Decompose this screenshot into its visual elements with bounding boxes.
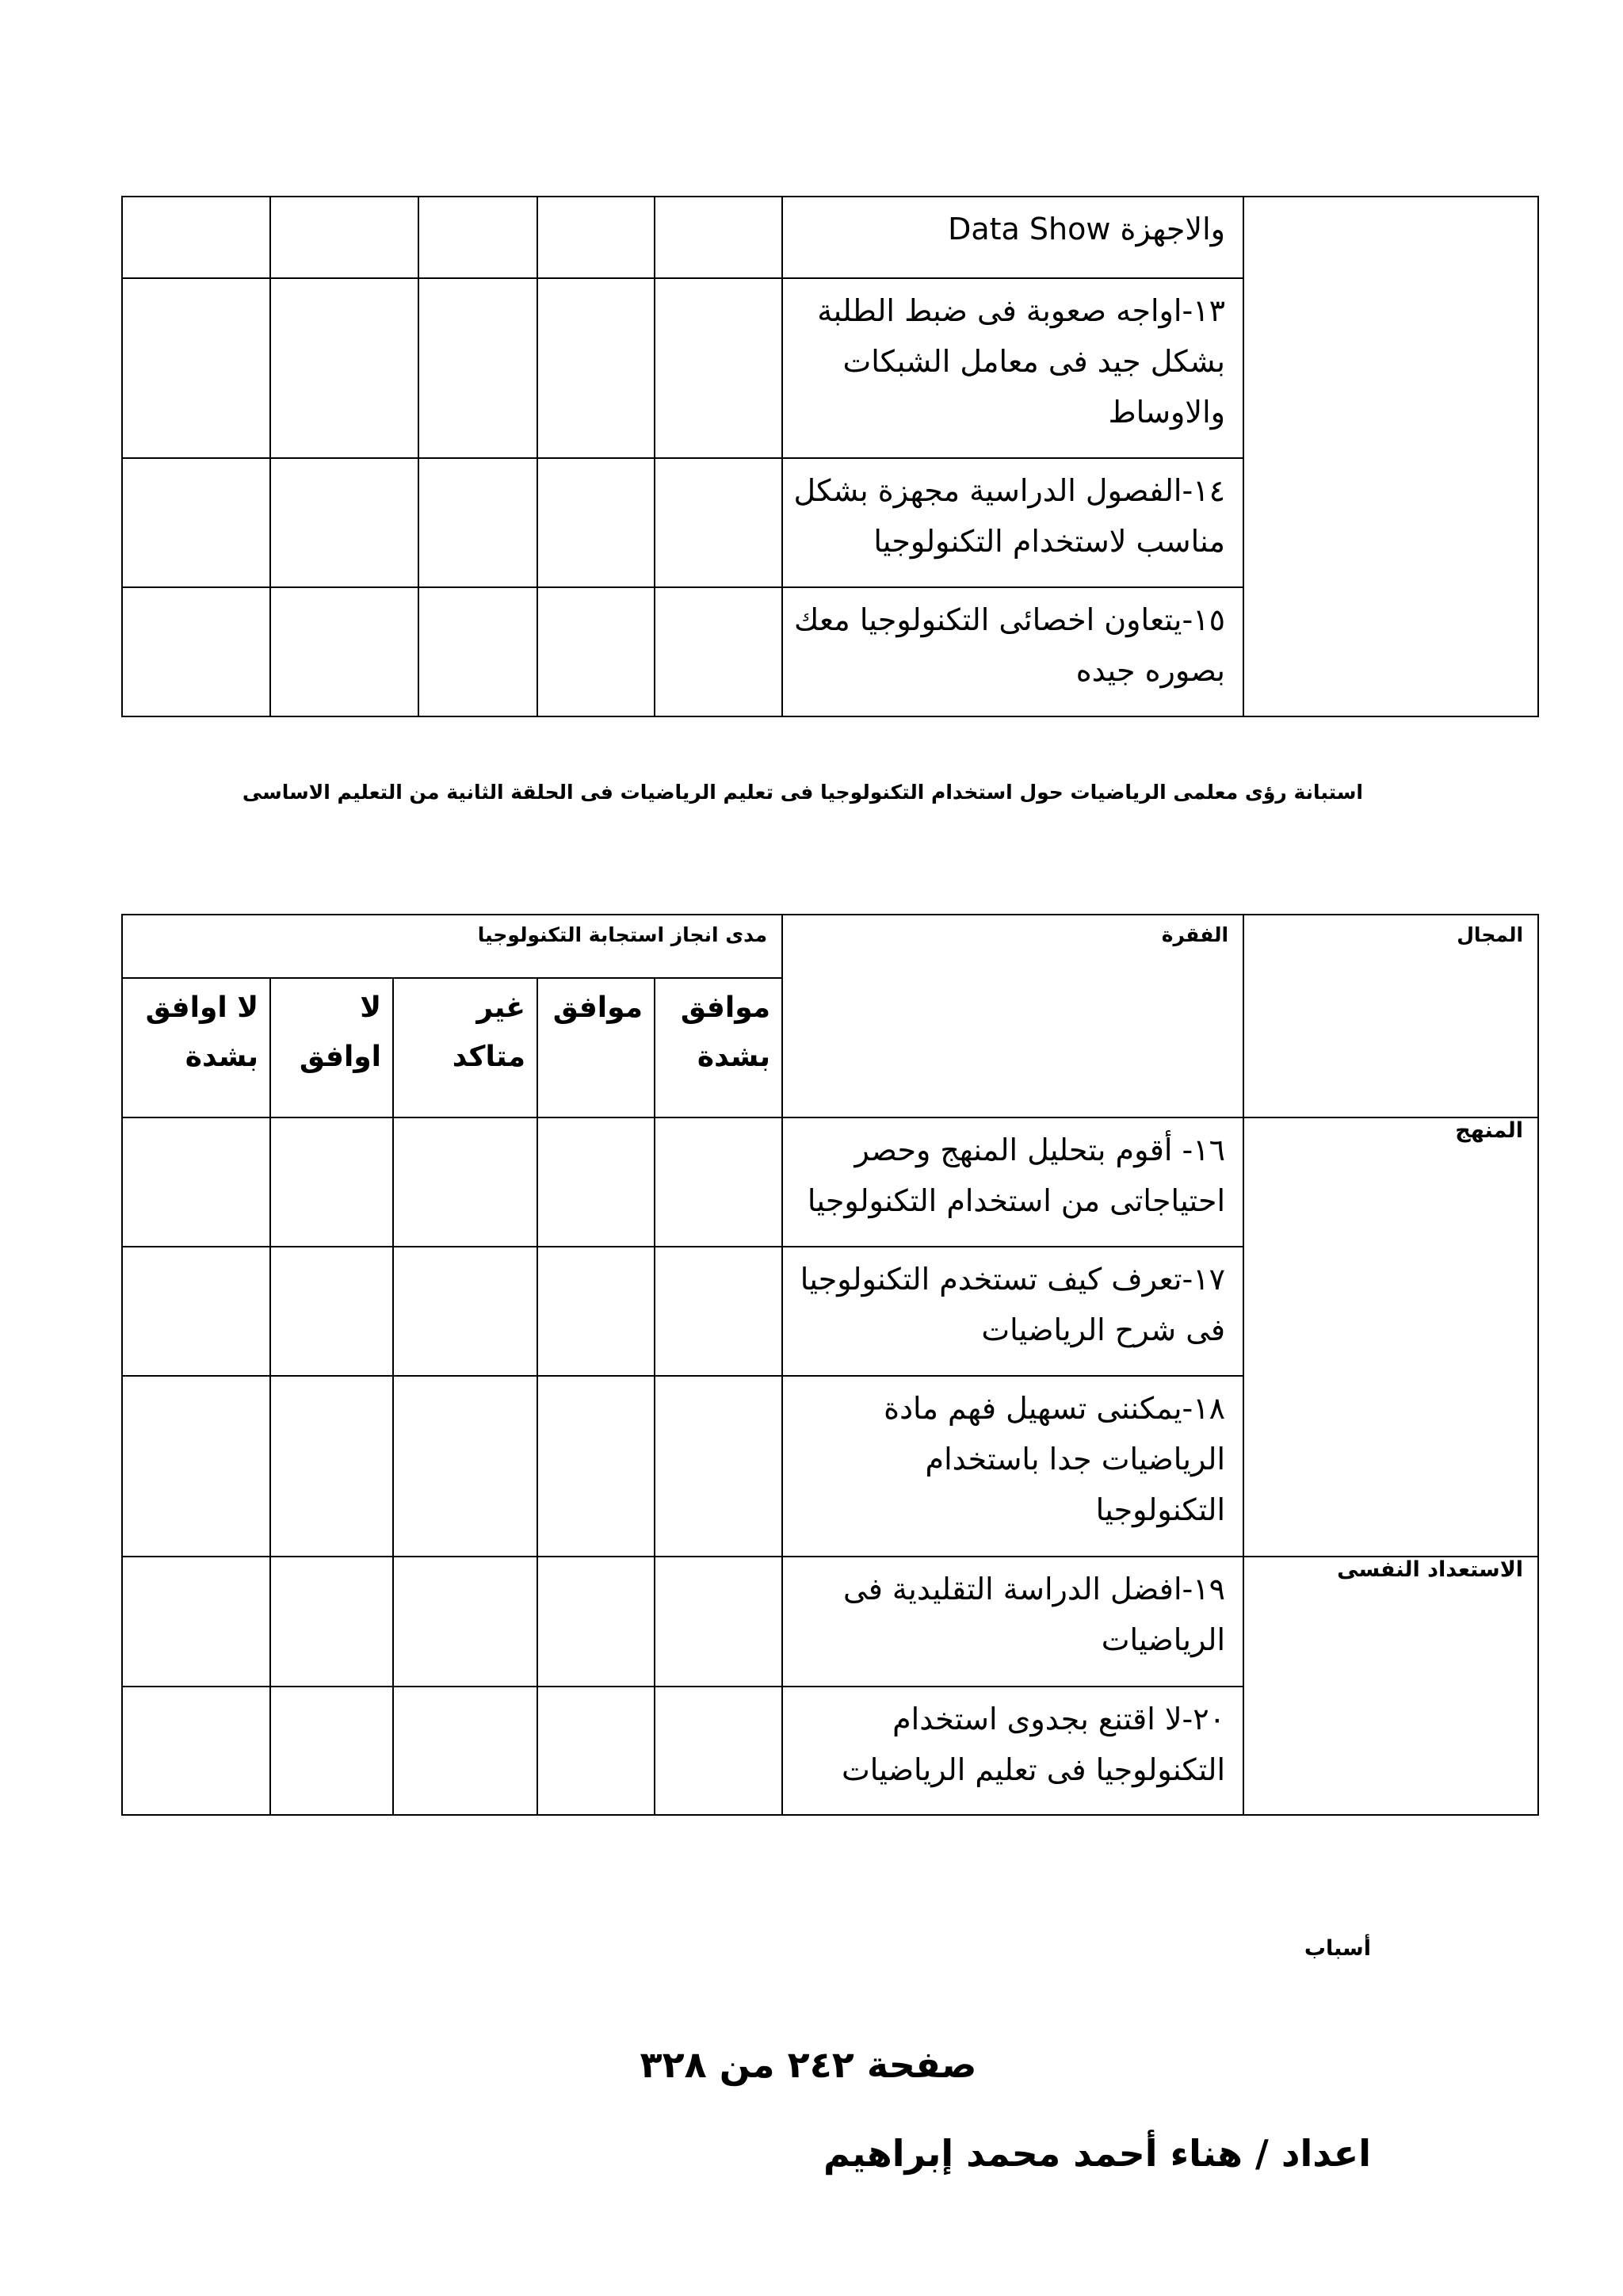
option-strongly-disagree: لا اوافق بشدة: [145, 991, 258, 1073]
table-row: [122, 1557, 1538, 1687]
response-cell[interactable]: [418, 458, 537, 587]
domain-cell: [1243, 1117, 1538, 1557]
response-cell[interactable]: [122, 1687, 270, 1815]
response-cell[interactable]: [655, 278, 782, 458]
item-text: ١٧-تعرف كيف تستخدم التكنولوجيا فى شرح الرياضيات: [800, 1262, 1226, 1347]
response-cell[interactable]: [122, 197, 270, 278]
item-text: ١٤-الفصول الدراسية مجهزة بشكل مناسب لاستخدام التكنولوجيا: [793, 473, 1225, 559]
item-cell: [782, 1247, 1243, 1376]
option-header: [122, 978, 270, 1117]
response-cell[interactable]: [537, 458, 655, 587]
response-cell[interactable]: [655, 1376, 782, 1557]
response-cell[interactable]: [122, 1247, 270, 1376]
domain-cell: [1243, 197, 1538, 716]
response-cell[interactable]: [537, 1117, 655, 1247]
option-strongly-agree: موافق بشدة: [680, 991, 771, 1073]
option-header: [393, 978, 537, 1117]
option-header: [537, 978, 655, 1117]
response-cell[interactable]: [393, 1687, 537, 1815]
option-header: [270, 978, 393, 1117]
domain-header-label: المجال: [1457, 923, 1524, 946]
response-cell[interactable]: [393, 1247, 537, 1376]
response-cell[interactable]: [393, 1557, 537, 1687]
response-cell[interactable]: [122, 587, 270, 716]
response-cell[interactable]: [418, 587, 537, 716]
item-text: ٢٠-لا اقتنع بجدوى استخدام التكنولوجيا فى تعليم الرياضيات: [841, 1702, 1226, 1787]
response-cell[interactable]: [537, 587, 655, 716]
response-cell[interactable]: [270, 1687, 393, 1815]
response-cell[interactable]: [270, 458, 418, 587]
response-cell[interactable]: [537, 278, 655, 458]
item-cell: [782, 1687, 1243, 1815]
page-number: صفحة ٢٤٢ من ٣٢٨: [640, 2043, 977, 2086]
response-cell[interactable]: [537, 1247, 655, 1376]
item-cell: [782, 1376, 1243, 1557]
item-text: ١٥-يتعاون اخصائى التكنولوجيا معك بصوره جيده: [794, 602, 1225, 688]
survey-table-continued: [121, 196, 1539, 717]
table-row: [122, 197, 1538, 278]
item-cell: [782, 1117, 1243, 1247]
response-cell[interactable]: [270, 1376, 393, 1557]
header-row: [122, 915, 1538, 978]
response-cell[interactable]: [270, 278, 418, 458]
author-line: اعداد / هناء أحمد محمد إبراهيم: [823, 2132, 1371, 2175]
response-cell[interactable]: [418, 197, 537, 278]
response-cell[interactable]: [270, 197, 418, 278]
response-cell[interactable]: [270, 1557, 393, 1687]
domain-header: [1243, 915, 1538, 1117]
response-cell[interactable]: [655, 1687, 782, 1815]
option-header: [655, 978, 782, 1117]
item-text: ١٨-يمكننى تسهيل فهم مادة الرياضيات جدا باستخدام التكنولوجيا: [884, 1391, 1226, 1527]
reasons-label: أسباب: [1304, 1936, 1371, 1961]
survey-title: استبانة رؤى معلمى الرياضيات حول استخدام التكنولوجيا فى تعليم الرياضيات فى الحلقة الثانية من التعليم الاساسى: [242, 781, 1363, 804]
response-cell[interactable]: [537, 1376, 655, 1557]
item-cell: [782, 278, 1243, 458]
response-cell[interactable]: [122, 1117, 270, 1247]
response-cell[interactable]: [418, 278, 537, 458]
domain-cell: [1243, 1557, 1538, 1815]
table-row: [122, 1117, 1538, 1247]
response-cell[interactable]: [270, 587, 418, 716]
domain-label: الاستعداد النفسى: [1337, 1557, 1524, 1582]
item-cell: [782, 458, 1243, 587]
response-cell[interactable]: [655, 1247, 782, 1376]
response-cell[interactable]: [270, 1247, 393, 1376]
option-disagree: لا اوافق: [299, 991, 381, 1073]
response-cell[interactable]: [655, 197, 782, 278]
response-cell[interactable]: [537, 1557, 655, 1687]
item-header: [782, 915, 1243, 1117]
item-cell: [782, 1557, 1243, 1687]
domain-label: المنهج: [1455, 1118, 1524, 1143]
item-cell: [782, 587, 1243, 716]
response-cell[interactable]: [270, 1117, 393, 1247]
response-group-label: مدى انجاز استجابة التكنولوجيا: [477, 923, 768, 946]
survey-table: [121, 914, 1539, 1816]
option-not-sure: غير متاكد: [452, 991, 525, 1073]
response-cell[interactable]: [122, 1557, 270, 1687]
response-cell[interactable]: [122, 278, 270, 458]
option-agree: موافق: [552, 991, 643, 1024]
response-cell[interactable]: [393, 1376, 537, 1557]
response-cell[interactable]: [122, 458, 270, 587]
item-text: ١٦- أقوم بتحليل المنهج وحصر احتياجاتى من استخدام التكنولوجيا: [807, 1133, 1226, 1218]
response-cell[interactable]: [122, 1376, 270, 1557]
item-text: ١٩-افضل الدراسة التقليدية فى الرياضيات: [843, 1572, 1226, 1657]
response-cell[interactable]: [393, 1117, 537, 1247]
item-header-label: الفقرة: [1161, 923, 1229, 946]
response-cell[interactable]: [655, 458, 782, 587]
response-cell[interactable]: [655, 1557, 782, 1687]
item-text: والاجهزة Data Show: [948, 212, 1225, 246]
response-cell[interactable]: [655, 587, 782, 716]
response-cell[interactable]: [537, 197, 655, 278]
response-cell[interactable]: [655, 1117, 782, 1247]
item-text: ١٣-اواجه صعوبة فى ضبط الطلبة بشكل جيد فى معامل الشبكات والاوساط: [817, 293, 1225, 430]
item-cell: [782, 197, 1243, 278]
response-group-header: [122, 915, 782, 978]
response-cell[interactable]: [537, 1687, 655, 1815]
